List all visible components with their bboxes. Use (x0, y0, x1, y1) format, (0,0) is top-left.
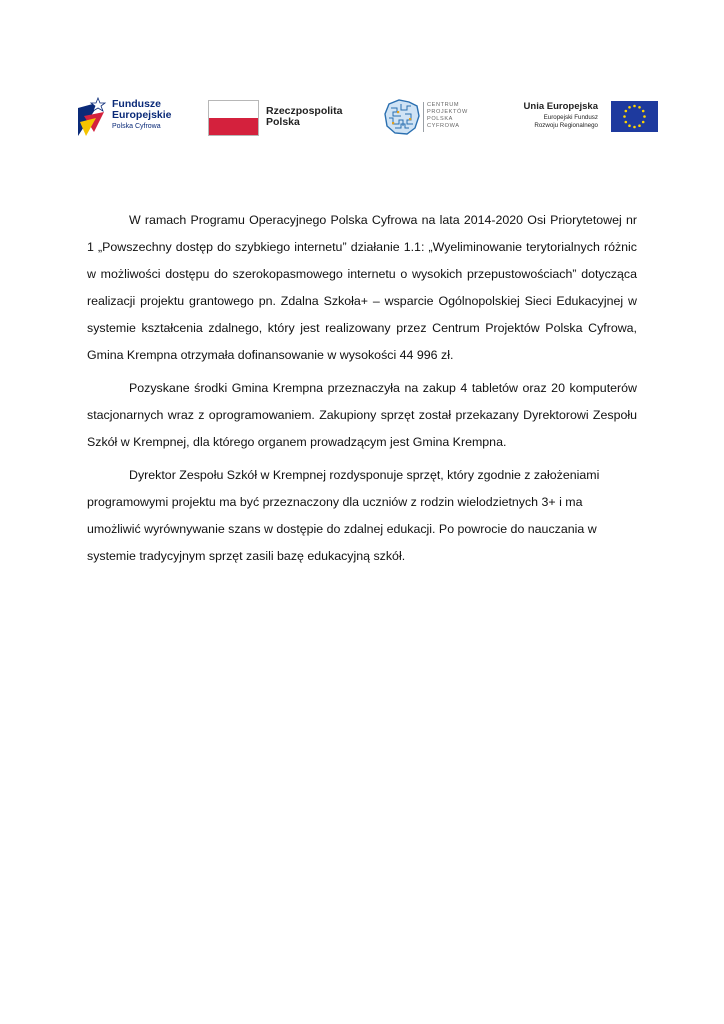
paragraph-2: Pozyskane środki Gmina Krempna przeznaczyła na zakup 4 tabletów oraz 20 komputerów stacjonarnych wraz z oprogramowaniem. Zakupiony sprzęt został przekazany Dyrektorowi Zespołu Szkół w Krempnej, dla którego organem prowadzącym jest Gmina Krempna. (87, 381, 637, 449)
cppc-line4: CYFROWA (427, 123, 460, 129)
centrum-projektow-logo (381, 92, 501, 144)
paragraph-3: Dyrektor Zespołu Szkół w Krempnej rozdysponuje sprzęt, który zgodnie z założeniami programowymi projektu ma być przeznaczony dla uczniów z rodzin wielodzietnych 3+ i ma umożliwić wyrównywanie szans w dostępie do zdalnej edukacji. Po powrocie do nauczania w systemie tradycyjnym sprzęt zasili bazę edukacyjną szkół. (87, 468, 600, 563)
cppc-line2: PROJEKTÓW (427, 109, 468, 115)
paragraph-1: W ramach Programu Operacyjnego Polska Cyfrowa na lata 2014-2020 Osi Priorytetowej nr 1 „Powszechny dostęp do szybkiego internetu” działanie 1.1: „Wyeliminowanie terytorialnych różnic w możliwości dostępu do szerokopasmowego internetu o wysokich przepustowościach” dotycząca realizacji projektu grantowego pn. Zdalna Szkoła+ – wsparcie Ogólnopolskiej Sieci Edukacyjnej w systemie kształcenia zdalnego, który jest realizowany przez Centrum Projektów Polska Cyfrowa, Gmina Krempna otrzymała dofinansowanie w wysokości 44 996 zł. (87, 213, 637, 362)
cppc-line1: CENTRUM (427, 102, 460, 108)
eu-stars-icon (611, 101, 658, 132)
eu-flag-icon (611, 101, 658, 132)
fe-line1: Fundusze (112, 98, 161, 110)
polish-flag-icon (208, 100, 259, 136)
logo-bar (74, 92, 660, 144)
fundusze-europejskie-logo (74, 92, 184, 144)
rzeczpospolita-polska-logo (206, 92, 356, 144)
rp-line2: Polska (266, 116, 300, 128)
poland-map-icon (383, 98, 421, 136)
cppc-divider (423, 102, 424, 132)
document-body (87, 207, 637, 570)
ue-line3: Rozwoju Regionalnego (534, 122, 598, 129)
rp-line1: Rzeczpospolita (266, 105, 343, 117)
unia-europejska-logo (510, 92, 660, 144)
fundusze-europejskie-star-icon (78, 96, 108, 136)
fe-line2: Europejskie (112, 109, 172, 121)
fe-line3: Polska Cyfrowa (112, 123, 161, 130)
ue-line2: Europejski Fundusz (543, 114, 598, 121)
cppc-line3: POLSKA (427, 116, 453, 122)
ue-line1: Unia Europejska (523, 101, 598, 112)
